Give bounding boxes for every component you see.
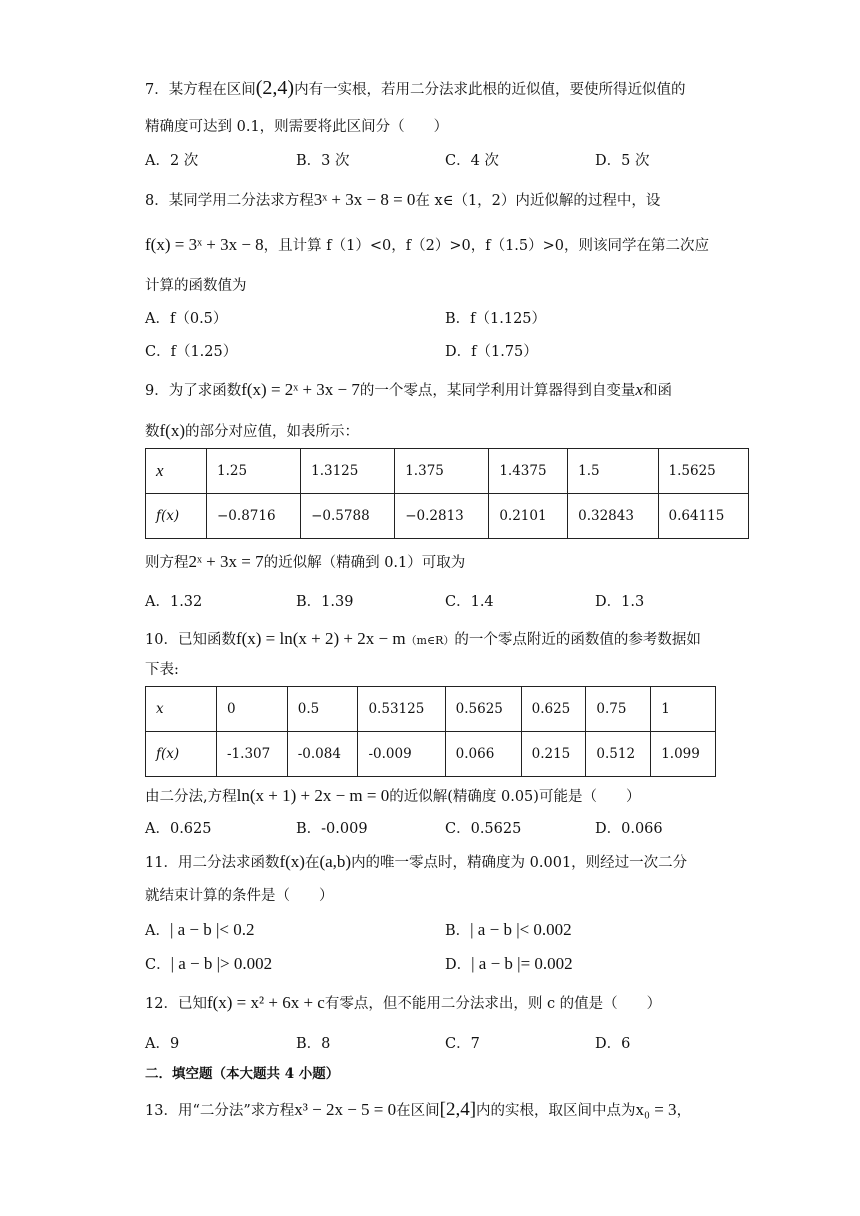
q7-option-d[interactable]: D．5 次	[595, 153, 650, 169]
q12-text: 12．已知	[145, 996, 207, 1012]
q7-option-a[interactable]: A．2 次	[145, 153, 199, 169]
table-cell: 0.066	[445, 732, 521, 777]
q13-text: 内的实根，取区间中点为	[476, 1103, 636, 1119]
table-cell: 1.5625	[658, 449, 748, 494]
q11-interval: (a,b)	[319, 852, 352, 871]
q8-text: ，且计算 f（1）<0，f（2）>0，f（1.5）>0，则该同学在第二次应	[263, 238, 710, 254]
table-cell: 0.5	[287, 687, 358, 732]
q13-midpoint: x₀ = 3	[635, 1100, 677, 1119]
q10-text: 的近似解(精确度 0.05)可能是（ ）	[389, 789, 641, 805]
q11-text: 11．用二分法求函数	[145, 855, 280, 871]
option-math: | a − b |= 0.002	[471, 954, 573, 973]
q10-option-c[interactable]: C．0.5625	[445, 821, 522, 837]
q10-text: 10．已知函数	[145, 632, 236, 648]
table-cell: x	[146, 687, 217, 732]
q9-line2	[145, 421, 359, 442]
q9-var-x: x	[635, 380, 643, 399]
option-letter: C．	[145, 957, 171, 973]
q9-text: 9．为了求函数	[145, 383, 242, 399]
q10-line1	[145, 629, 701, 651]
table-cell: -0.084	[287, 732, 358, 777]
q9-option-c[interactable]: C．1.4	[445, 594, 494, 610]
q10-line2: 下表:	[145, 662, 179, 678]
q9-text: 的近似解（精确到 0.1）可取为	[263, 555, 466, 571]
q13-line1	[145, 1100, 691, 1121]
table-cell: 1.3125	[301, 449, 395, 494]
q9-text: 则方程	[145, 555, 189, 571]
q10-text: 由二分法,方程	[145, 789, 237, 805]
table-cell: 1.4375	[489, 449, 568, 494]
q10-option-b[interactable]: B．-0.009	[296, 821, 368, 837]
section-heading: 二．填空题（本大题共 4 小题）	[145, 1066, 340, 1082]
q12-option-a[interactable]: A．9	[145, 1036, 180, 1052]
q9-text: 的部分对应值，如表所示：	[184, 424, 359, 440]
q11-option-b[interactable]	[445, 920, 572, 941]
q7-interval: (2,4)	[255, 77, 295, 99]
table-cell: 0	[217, 687, 288, 732]
q8-option-c[interactable]: C．f（1.25）	[145, 344, 238, 360]
table-cell: −0.8716	[207, 494, 301, 539]
option-letter: B．	[445, 923, 471, 939]
option-math: | a − b |< 0.2	[169, 920, 255, 939]
q10-text: 的一个零点附近的函数值的参考数据如	[454, 632, 701, 648]
q8-option-b[interactable]: B．f（1.125）	[445, 311, 547, 327]
q12-option-b[interactable]: B．8	[296, 1036, 331, 1052]
q7-line1	[145, 78, 686, 100]
q9-option-d[interactable]: D．1.3	[595, 594, 645, 610]
q13-interval: [2,4]	[439, 1099, 477, 1120]
q10-option-a[interactable]: A．0.625	[145, 821, 212, 837]
q11-line1	[145, 852, 687, 873]
q9-option-a[interactable]: A．1.32	[145, 594, 203, 610]
table-cell: 0.512	[586, 732, 651, 777]
q8-line2	[145, 235, 709, 256]
q8-option-d[interactable]: D．f（1.75）	[445, 344, 538, 360]
table-cell: 0.53125	[358, 687, 445, 732]
q11-text: 在	[304, 855, 320, 871]
table-cell: 0.5625	[445, 687, 521, 732]
q8-text: 在 x∈（1，2）内近似解的过程中，设	[415, 193, 661, 209]
q13-text: ，	[676, 1103, 692, 1119]
table-cell: 0.215	[521, 732, 586, 777]
q10-after	[145, 786, 640, 807]
option-math: | a − b |> 0.002	[170, 954, 273, 973]
table-row	[146, 732, 716, 777]
q8-function: f(x) = 3ˣ + 3x − 8	[145, 235, 264, 254]
table-cell: 0.32843	[568, 494, 658, 539]
table-cell: 1.375	[395, 449, 489, 494]
table-cell: 0.75	[586, 687, 651, 732]
option-letter: A．	[145, 923, 170, 939]
q10-value-table	[145, 686, 716, 777]
table-row	[146, 449, 749, 494]
q13-text: 13．用“二分法”求方程	[145, 1103, 295, 1119]
table-row	[146, 494, 749, 539]
table-cell: 0.625	[521, 687, 586, 732]
table-cell: 1	[651, 687, 716, 732]
table-cell: 1.099	[651, 732, 716, 777]
q7-option-c[interactable]: C．4 次	[445, 153, 499, 169]
q10-function: f(x) = ln(x + 2) + 2x − m	[235, 629, 406, 648]
table-cell: x	[146, 449, 207, 494]
table-cell: -1.307	[217, 732, 288, 777]
q9-equation: 2ˣ + 3x = 7	[188, 552, 264, 571]
q7-text: 内有一实根，若用二分法求此根的近似值，要使所得近似值的	[294, 82, 686, 98]
table-cell: f(x)	[146, 494, 207, 539]
table-cell: 1.25	[207, 449, 301, 494]
q11-option-c[interactable]	[145, 954, 272, 975]
q12-text: 有零点，但不能用二分法求出，则 c 的值是（ ）	[324, 996, 662, 1012]
q9-value-table	[145, 448, 749, 539]
q9-function: f(x) = 2ˣ + 3x − 7	[241, 380, 360, 399]
q11-option-a[interactable]	[145, 920, 255, 941]
q8-line3: 计算的函数值为	[145, 278, 247, 294]
q8-line1	[145, 190, 660, 211]
q12-option-c[interactable]: C．7	[445, 1036, 480, 1052]
q9-text: 和函	[642, 383, 672, 399]
table-cell: -0.009	[358, 732, 445, 777]
q9-after	[145, 552, 465, 573]
q7-line2: 精确度可达到 0.1，则需要将此区间分（ ）	[145, 119, 449, 135]
table-cell: −0.2813	[395, 494, 489, 539]
q12-line1	[145, 993, 661, 1014]
table-row	[146, 687, 716, 732]
q10-equation: ln(x + 1) + 2x − m = 0	[236, 786, 390, 805]
q9-option-b[interactable]: B．1.39	[296, 594, 354, 610]
option-letter: D．	[445, 957, 472, 973]
q8-equation: 3ˣ + 3x − 8 = 0	[313, 190, 416, 209]
q10-condition: （m∈R）	[405, 634, 455, 647]
q11-text: 内的唯一零点时，精确度为 0.001，则经过一次二分	[351, 855, 688, 871]
q12-option-d[interactable]: D．6	[595, 1036, 631, 1052]
q9-line1	[145, 380, 672, 401]
table-cell: 0.64115	[658, 494, 748, 539]
q12-function: f(x) = x² + 6x + c	[206, 993, 325, 1012]
q9-text: 数	[145, 424, 160, 440]
q11-fx: f(x)	[279, 852, 305, 871]
q9-fx: f(x)	[159, 421, 185, 440]
q9-text: 的一个零点，某同学利用计算器得到自变量	[359, 383, 636, 399]
q13-text: 在区间	[396, 1103, 440, 1119]
q13-equation: x³ − 2x − 5 = 0	[294, 1100, 397, 1119]
q11-option-d[interactable]	[445, 954, 573, 975]
table-cell: 0.2101	[489, 494, 568, 539]
q8-text: 8．某同学用二分法求方程	[145, 193, 314, 209]
table-cell: 1.5	[568, 449, 658, 494]
q10-option-d[interactable]: D．0.066	[595, 821, 663, 837]
q7-text: 7．某方程在区间	[145, 82, 256, 98]
q11-line2: 就结束计算的条件是（ ）	[145, 888, 334, 904]
table-cell: f(x)	[146, 732, 217, 777]
option-math: | a − b |< 0.002	[470, 920, 572, 939]
q8-option-a[interactable]: A．f（0.5）	[145, 311, 228, 327]
q7-option-b[interactable]: B．3 次	[296, 153, 350, 169]
table-cell: −0.5788	[301, 494, 395, 539]
